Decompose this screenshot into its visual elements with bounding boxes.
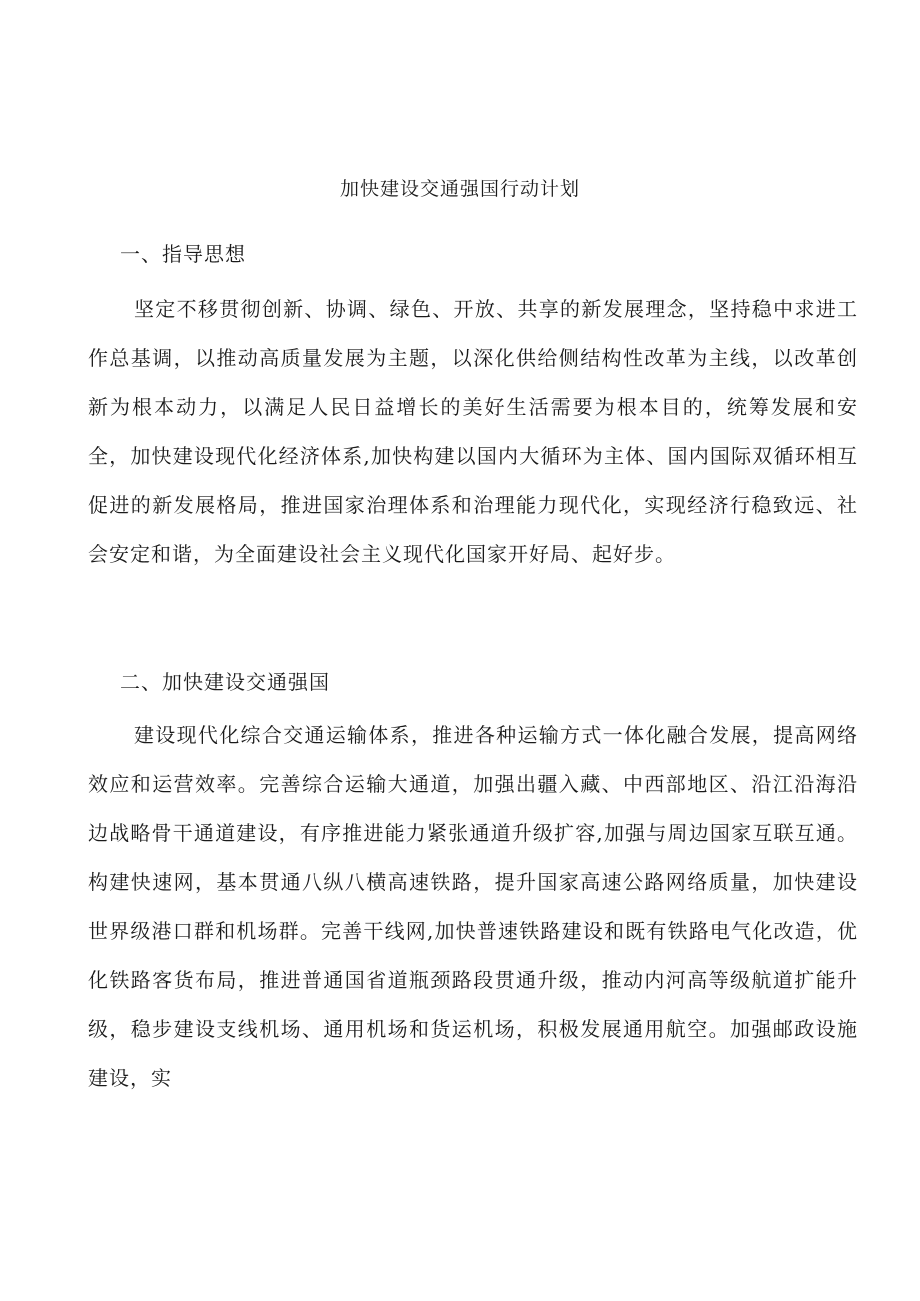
section-heading-transport-power: 二、加快建设交通强国 bbox=[120, 670, 330, 694]
section-heading-guiding-ideology: 一、指导思想 bbox=[120, 242, 246, 266]
section-paragraph-guiding-ideology: 坚定不移贯彻创新、协调、绿色、开放、共享的新发展理念，坚持稳中求进工作总基调，以推动高质量发展为主题，以深化供给侧结构性改革为主线，以改革创新为根本动力，以满足人民日益增长的美好生活需要为根本目的，统筹发展和安全，加快建设现代化经济体系,加快构建以国内大循环为主体、国内国际双循环相互促进的新发展格局，推进国家治理体系和治理能力现代化，实现经济行稳致远、社会安定和谐，为全面建设社会主义现代化国家开好局、起好步。 bbox=[88, 297, 858, 566]
document-title: 加快建设交通强国行动计划 bbox=[339, 178, 580, 200]
section-paragraph-transport-power: 建设现代化综合交通运输体系，推进各种运输方式一体化融合发展，提高网络效应和运营效率。完善综合运输大通道，加强出疆入藏、中西部地区、沿江沿海沿边战略骨干通道建设，有序推进能力紧张通道升级扩容,加强与周边国家互联互通。构建快速网，基本贯通八纵八横高速铁路，提升国家高速公路网络质量，加快建设世界级港口群和机场群。完善干线网,加快普速铁路建设和既有铁路电气化改造，优化铁路客货布局，推进普通国省道瓶颈路段贯通升级，推动内河高等级航道扩能升级，稳步建设支线机场、通用机场和货运机场，积极发展通用航空。加强邮政设施建设，实 bbox=[88, 723, 858, 1090]
